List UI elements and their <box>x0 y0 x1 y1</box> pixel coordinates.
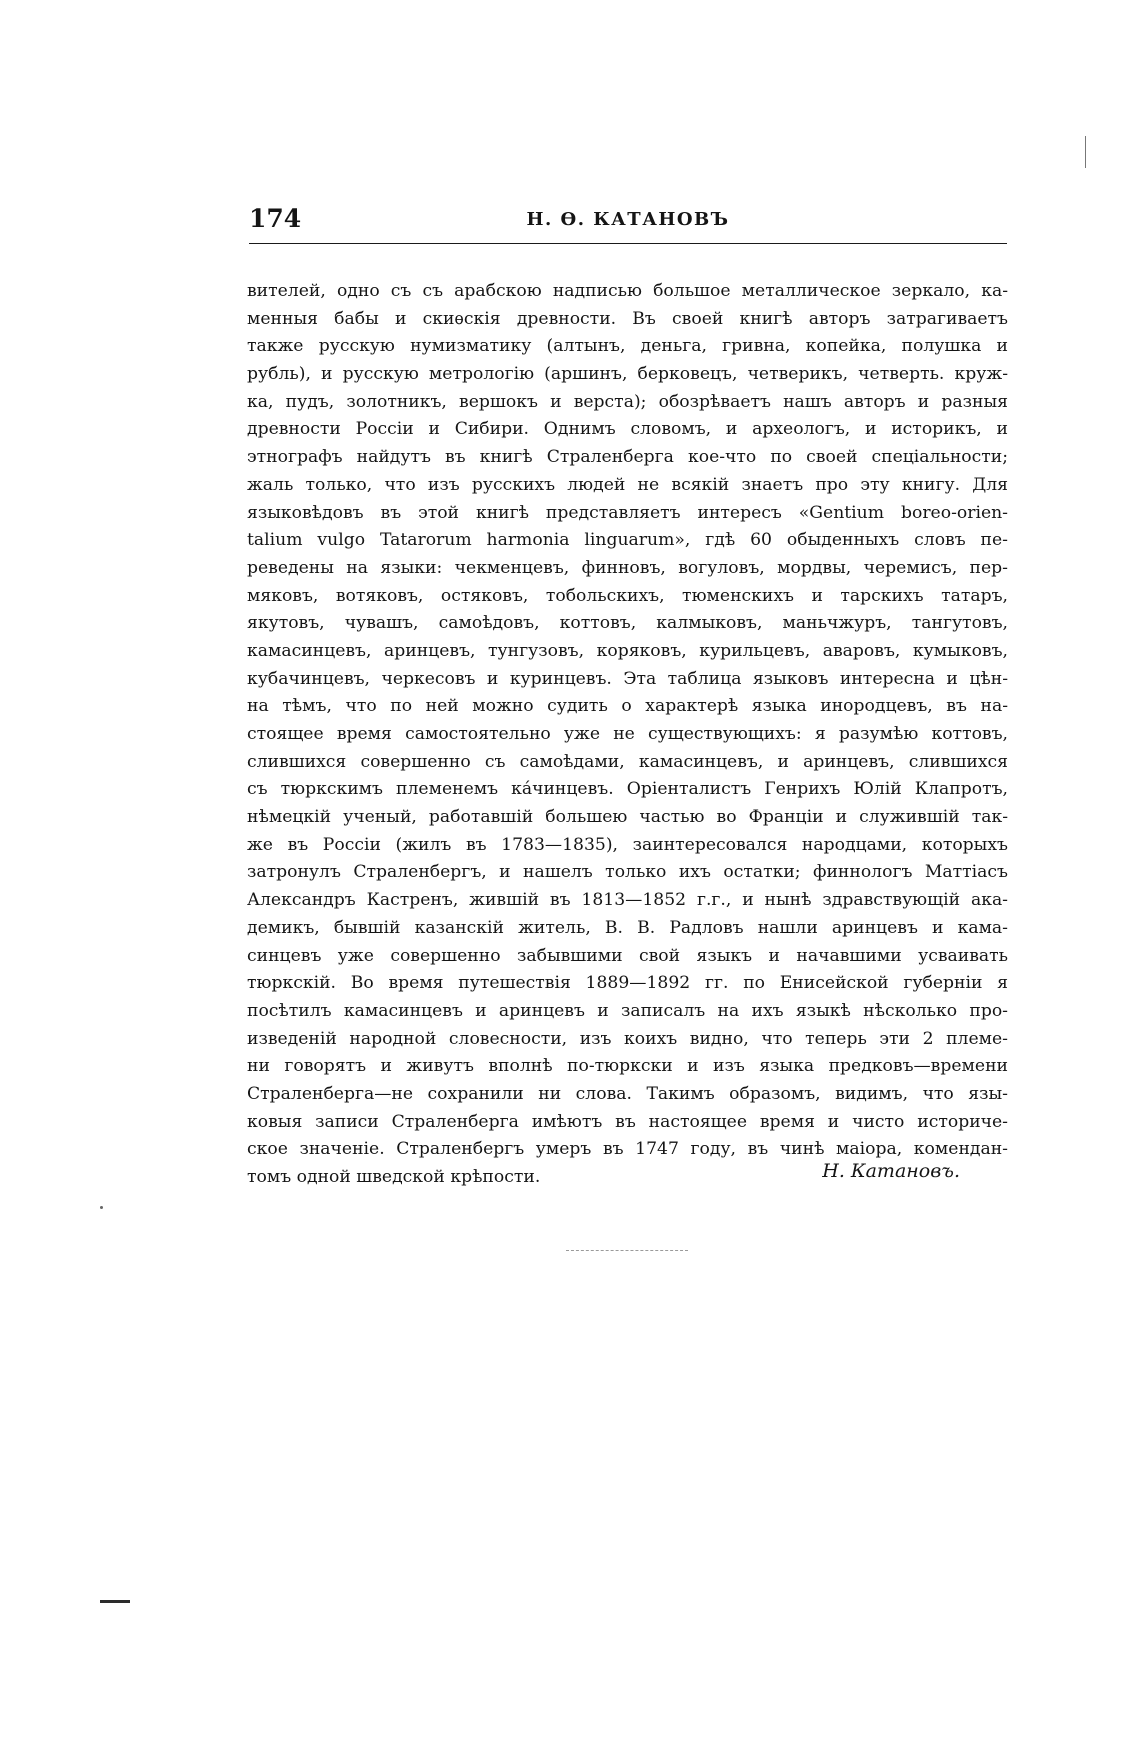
text-line: якутовъ, чувашъ, самоѣдовъ, коттовъ, калмыковъ, маньчжуръ, тангутовъ, <box>247 613 1008 634</box>
text-line: Страленберга—не сохранили ни слова. Такимъ образомъ, видимъ, что язы- <box>247 1083 1008 1104</box>
text-line: посѣтилъ камасинцевъ и аринцевъ и записалъ на ихъ языкѣ нѣсколько про- <box>247 1000 1008 1021</box>
text-line: ское значеніе. Страленбергъ умеръ въ 1747 году, въ чинѣ маіора, комендан- <box>247 1139 1008 1160</box>
text-line: talium vulgo Tatarorum harmonia linguarum», гдѣ 60 обыденныхъ словъ пе- <box>247 530 1008 551</box>
text-line: ковыя записи Страленберга имѣютъ въ настоящее время и чисто историче- <box>247 1111 1008 1132</box>
text-line: ка, пудъ, золотникъ, вершокъ и верста); обозрѣваетъ нашъ авторъ и разныя <box>247 391 1008 412</box>
running-title: Н. Ѳ. КАТАНОВЪ <box>526 209 730 230</box>
text-line: тюркскій. Во время путешествія 1889—1892 гг. по Енисейской губерніи я <box>247 973 1008 994</box>
text-line: нѣмецкій ученый, работавшій большею частью во Франціи и служившій так- <box>247 807 1008 828</box>
text-line: ни говорятъ и живутъ вполнѣ по-тюркски и изъ языка предковъ—времени <box>247 1056 1008 1077</box>
text-line: стоящее время самостоятельно уже не существующихъ: я разумѣю коттовъ, <box>247 724 1008 744</box>
text-line: слившихся совершенно съ самоѣдами, камасинцевъ, и аринцевъ, слившихся <box>247 751 1008 772</box>
text-line: Александръ Кастренъ, жившій въ 1813—1852 г.г., и нынѣ здравствующій ака- <box>247 890 1008 911</box>
text-line: изведеній народной словесности, изъ коихъ видно, что теперь эти 2 племе- <box>247 1028 1008 1049</box>
text-line: вителей, одно съ съ арабскою надписью большое металлическое зеркало, ка- <box>247 281 1008 301</box>
page-number: 174 <box>249 204 302 233</box>
text-line: мяковъ, вотяковъ, остяковъ, тобольскихъ, тюменскихъ и тарскихъ татаръ, <box>247 585 1008 606</box>
page-header <box>249 203 1007 244</box>
text-line: древности Россіи и Сибири. Однимъ словомъ, и археологъ, и историкъ, и <box>247 419 1008 440</box>
text-line: же въ Россіи (жилъ въ 1783—1835), заинтересовался народцами, которыхъ <box>247 834 1008 855</box>
text-line: этнографъ найдутъ въ книгѣ Страленберга кое-что по своей спеціальности; <box>247 447 1008 468</box>
scan-mark <box>1085 136 1086 168</box>
text-line: рубль), и русскую метрологію (аршинъ, берковецъ, четверикъ, четверть. круж- <box>247 364 1008 385</box>
text-line: жаль только, что изъ русскихъ людей не всякій знаетъ про эту книгу. Для <box>247 474 1008 495</box>
text-line: менныя бабы и скиѳскія древности. Въ своей книгѣ авторъ затрагиваетъ <box>247 308 1008 329</box>
text-line: синцевъ уже совершенно забывшими свой языкъ и начавшими усваивать <box>247 945 1008 966</box>
text-line: затронулъ Страленбергъ, и нашелъ только ихъ остатки; финнологъ Маттіасъ <box>247 862 1008 883</box>
text-line: также русскую нумизматику (алтынъ, деньга, гривна, копейка, полушка и <box>247 336 1008 357</box>
text-line: на тѣмъ, что по ней можно судить о характерѣ языка инородцевъ, въ на- <box>247 696 1008 717</box>
text-line: кубачинцевъ, черкесовъ и куринцевъ. Эта таблица языковъ интересна и цѣн- <box>247 668 1008 689</box>
text-line: реведены на языки: чекменцевъ, финновъ, вогуловъ, мордвы, черемисъ, пер- <box>247 557 1008 578</box>
article-text <box>247 278 1008 1192</box>
margin-speck <box>100 1206 103 1209</box>
text-line: языковѣдовъ въ этой книгѣ представляетъ интересъ «Gentium boreo-orien- <box>247 502 1008 523</box>
author-signature: Н. Катановъ. <box>822 1160 960 1182</box>
text-line: демикъ, бывшій казанскій житель, В. В. Радловъ нашли аринцевъ и кама- <box>247 917 1008 938</box>
section-end-divider <box>566 1250 688 1251</box>
text-line: камасинцевъ, аринцевъ, тунгузовъ, коряковъ, курильцевъ, аваровъ, кумыковъ, <box>247 640 1008 661</box>
text-line: томъ одной шведской крѣпости. <box>247 1167 541 1187</box>
text-line: съ тюркскимъ племенемъ ка́чинцевъ. Оріенталистъ Генрихъ Юлій Клапротъ, <box>247 779 1008 800</box>
margin-dash-mark <box>100 1600 130 1603</box>
